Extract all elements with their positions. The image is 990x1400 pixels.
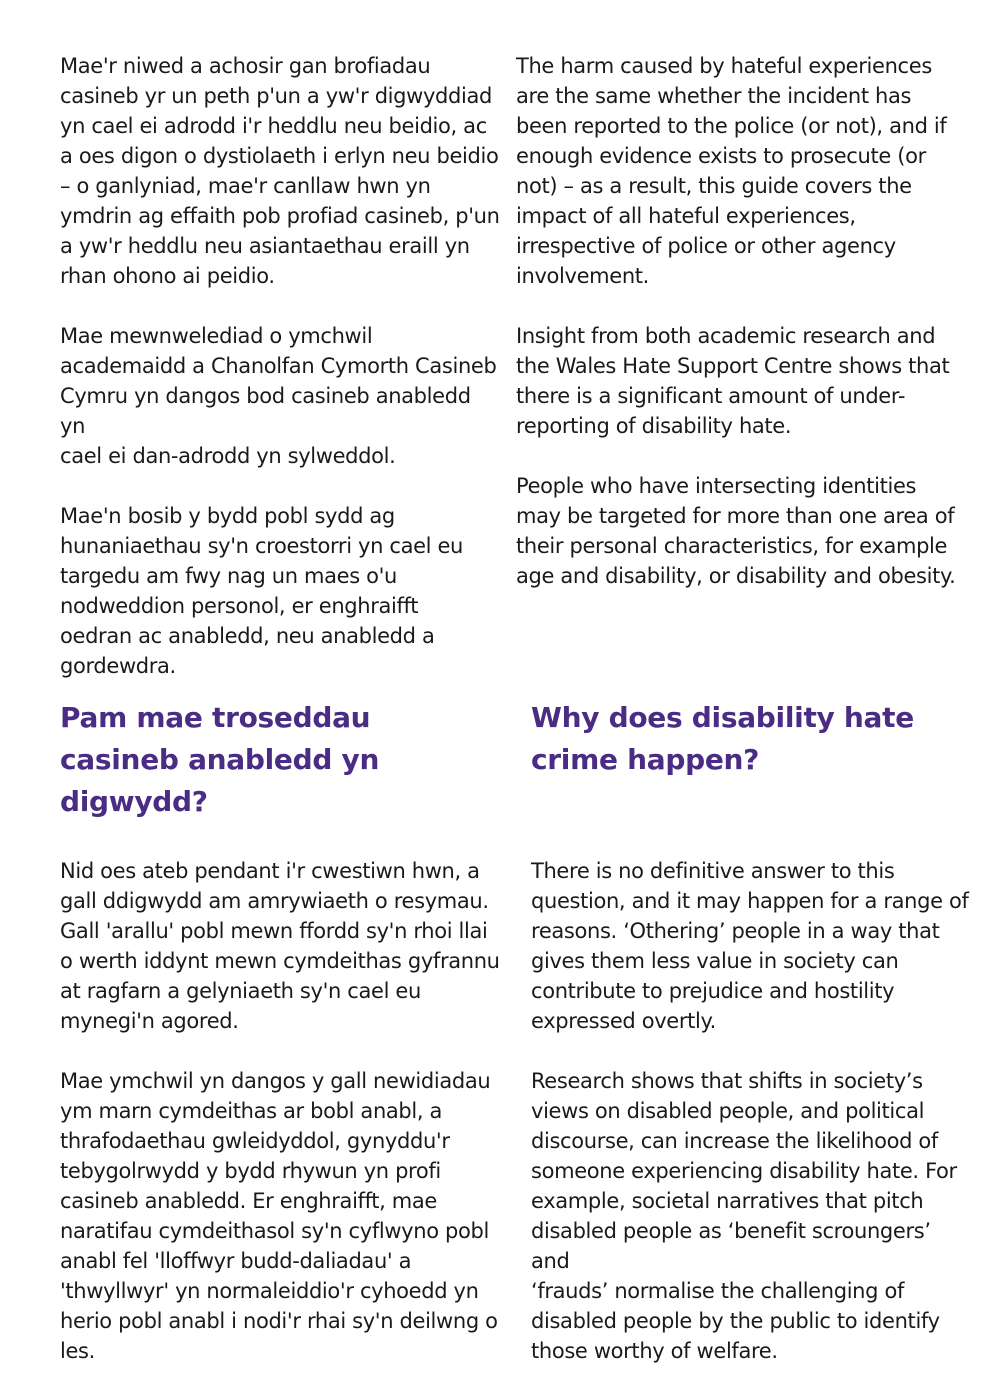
welsh-paragraph-intersecting: Mae'n bosib y bydd pobl sydd ag hunaniaethau sy'n croestorri yn cael eu targedu am fwy nag un maes o'u nodweddion personol, er enghraifft oedran ac anabledd, neu anabledd a gordewdra. [60,504,464,678]
welsh-paragraph-research: Mae ymchwil yn dangos y gall newidiadau ym marn cymdeithas ar bobl anabl, a thrafodaethau gwleidyddol, gynyddu'r tebygolrwydd y bydd rhywun yn profi casineb anabledd. Er enghraifft, mae naratifau cymdeithasol sy'n cyflwyno pobl anabl fel 'lloffwyr budd-daliadau' a 'thwyllwyr' yn normaleiddio'r cyhoedd yn herio pobl anabl i nodi'r rhai sy'n deilwng o les. [60,1069,498,1363]
welsh-paragraph-underreporting: Mae mewnwelediad o ymchwil academaidd a Chanolfan Cymorth Casineb Cymru yn dangos bod casineb anabledd yn cael ei dan-adrodd yn sylweddol. [60,324,497,468]
welsh-intro-column [60,51,500,681]
english-paragraph-harm: The harm caused by hateful experiences are the same whether the incident has been reported to the police (or not), and if enough evidence exists to prosecute (or not) – as a result, this guide covers the impact of all hateful experiences, irrespective of police or other agency involvement. [516,54,947,288]
welsh-section-heading: Pam mae troseddau casineb anabledd yn digwydd? [60,701,380,818]
english-paragraph-research: Research shows that shifts in society’s views on disabled people, and political discourse, can increase the likelihood of someone experiencing disability hate. For example, societal narratives that pitch disabled people as ‘benefit scroungers’ and ‘frauds’ normalise the challenging of disabled people by the public to identify those worthy of welfare. [531,1069,957,1363]
welsh-paragraph-no-answer: Nid oes ateb pendant i'r cwestiwn hwn, a gall ddigwydd am amrywiaeth o resymau. Gall 'arallu' pobl mewn ffordd sy'n rhoi llai o werth iddynt mewn cymdeithas gyfrannu at ragfarn a gelyniaeth sy'n cael eu mynegi'n agored. [60,859,500,1033]
english-section-heading: Why does disability hate crime happen? [531,701,914,776]
welsh-paragraph-harm: Mae'r niwed a achosir gan brofiadau casineb yr un peth p'un a yw'r digwyddiad yn cael ei adrodd i'r heddlu neu beidio, ac a oes digon o dystiolaeth i erlyn neu beidio – o ganlyniad, mae'r canllaw hwn yn ymdrin ag effaith pob profiad casineb, p'un a yw'r heddlu neu asiantaethau eraill yn rhan ohono ai peidio. [60,54,500,288]
english-paragraph-intersecting: People who have intersecting identities may be targeted for more than one area of their personal characteristics, for example age and disability, or disability and obesity. [516,474,956,588]
english-paragraph-underreporting: Insight from both academic research and the Wales Hate Support Centre shows that there is a significant amount of under- reporting of disability hate. [516,324,950,438]
english-paragraph-no-answer: There is no definitive answer to this question, and it may happen for a range of reasons. ‘Othering’ people in a way that gives them less value in society can contribute to prejudice and hostility expressed overtly. [531,859,969,1033]
english-section-column [531,856,971,1366]
english-intro-column [516,51,956,591]
welsh-section-column [60,856,500,1366]
